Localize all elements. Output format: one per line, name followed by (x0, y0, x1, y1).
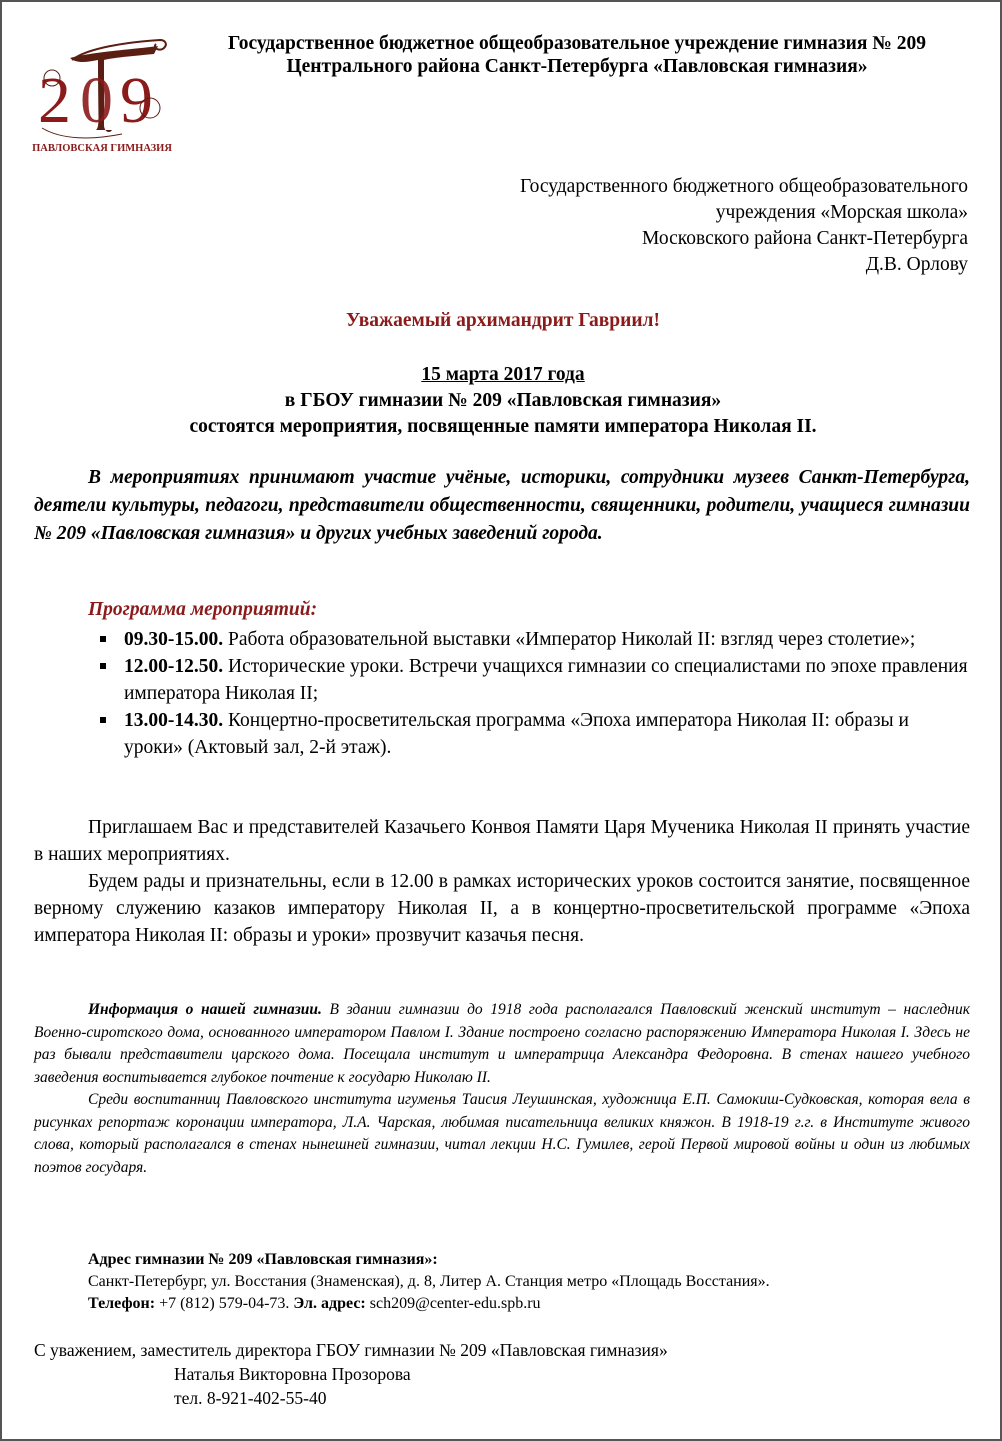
event-place: в ГБОУ гимназии № 209 «Павловская гимназия» (284, 390, 722, 411)
school-info-block (34, 999, 970, 1179)
program-item-time: 13.00-14.30. (124, 710, 224, 731)
logo-caption: ПАВЛОВСКАЯ ГИМНАЗИЯ (32, 143, 172, 154)
salutation: Уважаемый архимандрит Гавриил! (346, 310, 660, 331)
program-item (94, 626, 970, 653)
event-date: 15 марта 2017 года (421, 364, 585, 385)
school-info-paragraph: Среди воспитанниц Павловского института игуменья Таисия Леушинская, художница Е.П. Самокиш-Судковская, которая вела в рисунках репортаж коронации императора, Л.А. Чарская, любимая писательница великих княжон. В 1918-19 г.г. в Институте живого слова, который располагался в стенах нынешней гимназии, читал лекции Н.С. Гумилев, герой Первой мировой войны и один из любимых поэтов государя. (34, 1091, 970, 1176)
signature-block (34, 1338, 668, 1410)
program-item-time: 09.30-15.00. (124, 629, 224, 650)
letterhead (177, 32, 977, 78)
participants-paragraph: В мероприятиях принимают участие учёные, историки, сотрудники музеев Санкт-Петербурга, деятели культуры, педагоги, представители общественности, священники, родители, учащиеся гимназии № 209 «Павловская гимназия» и других учебных заведений города. (34, 467, 970, 544)
event-announcement (2, 362, 1002, 440)
invitation-block (34, 814, 970, 949)
address-text: Санкт-Петербург, ул. Восстания (Знаменская), д. 8, Литер А. Станция метро «Площадь Восстания». (88, 1273, 770, 1290)
addressee-line: учреждения «Морская школа» (715, 202, 968, 223)
phone-label: Телефон: (88, 1295, 156, 1312)
addressee-name: Д.В. Орлову (865, 254, 968, 275)
school-info-lead: Информация о нашей гимназии. (88, 1001, 322, 1018)
program-item-text: Исторические уроки. Встречи учащихся гимназии со специалистами по эпохе правления императора Николая II; (124, 656, 968, 704)
addressee-block (408, 174, 968, 278)
email-label: Эл. адрес: (293, 1295, 366, 1312)
logo-monogram: 2 (38, 64, 71, 137)
signature-closing: С уважением, заместитель директора ГБОУ гимназии № 209 «Павловская гимназия» (34, 1340, 668, 1360)
addressee-line: Московского района Санкт-Петербурга (642, 228, 968, 249)
program-item-text: Работа образовательной выставки «Император Николай II: взгляд через столетие»; (223, 629, 916, 650)
email-link[interactable]: sch209@center-edu.spb.ru (365, 1295, 541, 1312)
program-item-time: 12.00-12.50. (124, 656, 224, 677)
phone-value: +7 (812) 579-04-73. (155, 1295, 294, 1312)
school-logo (32, 30, 172, 155)
signature-phone: тел. 8-921-402-55-40 (174, 1388, 327, 1408)
program-item-text: Концертно-просветительская программа «Эпоха императора Николая II: образы и уроки» (Актовый зал, 2-й этаж). (124, 710, 909, 758)
signature-name: Наталья Викторовна Прозорова (174, 1364, 411, 1384)
contacts-block (88, 1249, 770, 1315)
program-list (94, 626, 970, 761)
school-info-paragraph (34, 999, 970, 1089)
address-label: Адрес гимназии № 209 «Павловская гимназия»: (88, 1251, 438, 1268)
program-title: Программа мероприятий: (88, 599, 318, 620)
program-item (94, 707, 970, 761)
letterhead-line-1: Государственное бюджетное общеобразовательное учреждение гимназия № 209 (228, 33, 926, 54)
square-bullet-icon (100, 717, 106, 723)
event-description: состоятся мероприятия, посвященные памяти императора Николая II. (189, 416, 817, 437)
invitation-paragraph: Приглашаем Вас и представителей Казачьего Конвоя Памяти Царя Мученика Николая II принять участие в наших мероприятиях. (34, 817, 970, 865)
invitation-paragraph: Будем рады и признательны, если в 12.00 в рамках исторических уроков состоится занятие, посвященное верному служению казаков императору Николая II, а в концертно-просветительской программе «Эпоха императора Николая II: образы и уроки» прозвучит казачья песня. (34, 871, 970, 946)
program-item (94, 653, 970, 707)
square-bullet-icon (100, 636, 106, 642)
svg-text:9: 9 (120, 64, 153, 137)
letterhead-line-2: Центрального района Санкт-Петербурга «Павловская гимназия» (286, 56, 868, 77)
addressee-line: Государственного бюджетного общеобразовательного (520, 176, 968, 197)
svg-text:0: 0 (80, 64, 113, 137)
square-bullet-icon (100, 663, 106, 669)
school-info-text: В здании гимназии до 1918 года располагался Павловский женский институт – наследник Военно-сиротского дома, основанного императором Павлом I. Здание построено согласно распоряжению Императора Николая I. Здесь не раз бывали представители царского дома. Посещала институт и императрица Александра Федоровна. В стенах нашего учебного заведения воспитывается глубокое почтение к государю Николаю II. (34, 1001, 970, 1086)
